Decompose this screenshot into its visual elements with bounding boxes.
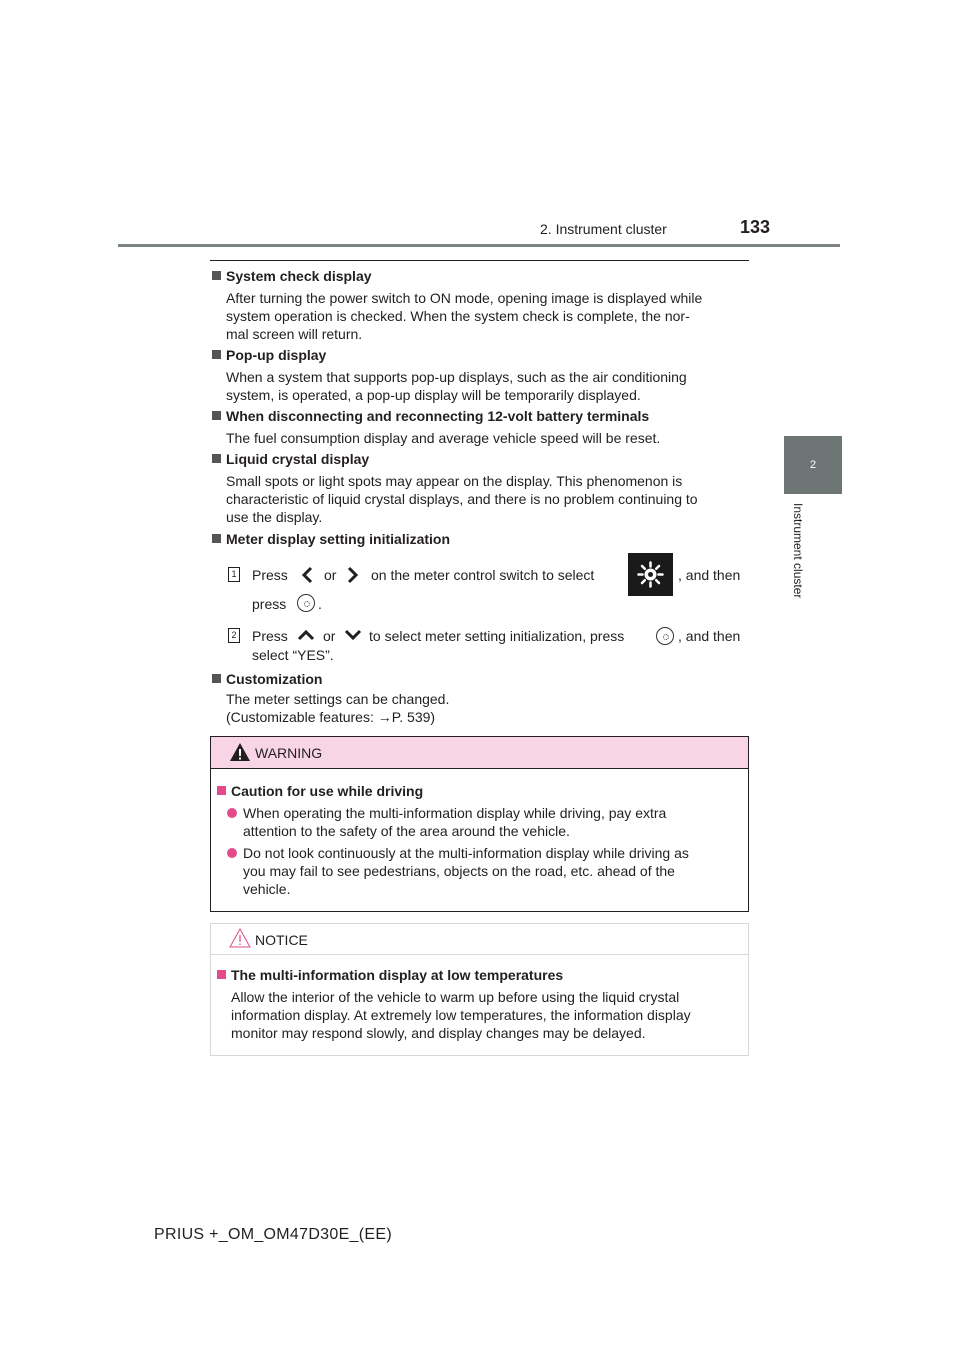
bullet-dot-icon xyxy=(227,848,237,858)
square-bullet-icon xyxy=(212,454,221,463)
section-customization xyxy=(212,670,746,726)
square-bullet-icon xyxy=(217,786,226,795)
notice-box xyxy=(210,923,749,1056)
notice-label: NOTICE xyxy=(255,932,308,948)
step-text: Press xyxy=(252,628,288,644)
step-text: or xyxy=(324,567,337,583)
header-rule xyxy=(118,244,840,247)
body-line: When a system that supports pop-up displays, such as the air conditioning xyxy=(226,369,687,385)
chapter-tab-label: Instrument cluster xyxy=(791,503,805,599)
bullet-dot-icon xyxy=(227,808,237,818)
body-line: mal screen will return. xyxy=(226,326,363,342)
section-title: Meter display setting initialization xyxy=(226,531,451,547)
body-line: characteristic of liquid crystal displays, and there is no problem continuing to xyxy=(226,491,698,507)
square-bullet-icon xyxy=(212,350,221,359)
section-system-check xyxy=(212,267,746,343)
section-meter-init xyxy=(212,530,746,548)
square-bullet-icon xyxy=(212,271,221,280)
section-liquid-crystal xyxy=(212,450,746,526)
notice-header xyxy=(211,924,748,955)
body-line: Small spots or light spots may appear on the display. This phenomenon is xyxy=(226,473,683,489)
warning-title: Caution for use while driving xyxy=(231,783,424,799)
square-bullet-icon xyxy=(212,534,221,543)
step-text: to select meter setting initialization, press xyxy=(369,628,625,644)
body-line: system, is operated, a pop-up display will be temporarily displayed. xyxy=(226,387,641,403)
step-text: . xyxy=(318,596,322,612)
running-header-section: 2. Instrument cluster xyxy=(540,221,667,237)
warning-bullet xyxy=(217,844,739,898)
page-number: 133 xyxy=(740,217,771,237)
section-title: Pop-up display xyxy=(226,347,327,363)
body-line: monitor may respond slowly, and display changes may be delayed. xyxy=(231,1025,646,1041)
cross-reference-link[interactable]: (Customizable features: →P. 539) xyxy=(226,709,436,725)
step-text: , and then xyxy=(678,567,741,583)
bullet-line: Do not look continuously at the multi-information display while driving as xyxy=(243,845,689,861)
section-title: Customization xyxy=(226,671,323,687)
chevron-right-icon xyxy=(346,566,360,584)
content-rule xyxy=(210,260,749,261)
body-line: After turning the power switch to ON mode, opening image is displayed while xyxy=(226,290,703,306)
section-title: System check display xyxy=(226,268,372,284)
section-title: When disconnecting and reconnecting 12-volt battery terminals xyxy=(226,408,650,424)
warning-header xyxy=(211,737,748,769)
footer-document-code: PRIUS +_OM_OM47D30E_(EE) xyxy=(154,1226,392,1243)
step-text: press xyxy=(252,596,287,612)
chevron-left-icon xyxy=(300,566,314,584)
step-text: or xyxy=(323,628,336,644)
notice-title: The multi-information display at low temperatures xyxy=(231,967,564,983)
square-bullet-icon xyxy=(212,674,221,683)
step-number: 2 xyxy=(228,628,240,643)
body-line: system operation is checked. When the system check is complete, the nor- xyxy=(226,308,690,324)
chapter-tab: 2 xyxy=(784,436,842,494)
warning-label: WARNING xyxy=(255,745,323,761)
settings-gear-icon xyxy=(628,553,673,596)
step-text: select “YES”. xyxy=(252,647,334,663)
bullet-line: vehicle. xyxy=(243,881,291,897)
square-bullet-icon xyxy=(217,970,226,979)
warning-bullet xyxy=(217,804,739,840)
body-line: Allow the interior of the vehicle to warm up before using the liquid crystal xyxy=(231,989,680,1005)
chevron-down-icon xyxy=(344,628,362,642)
section-battery-terminals xyxy=(212,407,746,447)
warning-triangle-icon xyxy=(229,742,251,762)
warning-box xyxy=(210,736,749,912)
dial-button-icon xyxy=(297,594,315,612)
step-number: 1 xyxy=(228,567,240,582)
step-text: , and then xyxy=(678,628,741,644)
chevron-up-icon xyxy=(297,628,315,642)
body-line: The meter settings can be changed. xyxy=(226,691,450,707)
bullet-line: you may fail to see pedestrians, objects on the road, etc. ahead of the xyxy=(243,863,675,879)
notice-triangle-icon xyxy=(229,928,251,948)
step-text: Press xyxy=(252,567,288,583)
body-line: use the display. xyxy=(226,509,323,525)
bullet-line: attention to the safety of the area around the vehicle. xyxy=(243,823,570,839)
section-popup-display xyxy=(212,346,746,404)
body-line: The fuel consumption display and average vehicle speed will be reset. xyxy=(226,430,661,446)
step-text: on the meter control switch to select xyxy=(371,567,595,583)
bullet-line: When operating the multi-information display while driving, pay extra xyxy=(243,805,667,821)
section-title: Liquid crystal display xyxy=(226,451,370,467)
body-line: information display. At extremely low temperatures, the information display xyxy=(231,1007,691,1023)
square-bullet-icon xyxy=(212,411,221,420)
dial-button-icon xyxy=(656,627,674,645)
